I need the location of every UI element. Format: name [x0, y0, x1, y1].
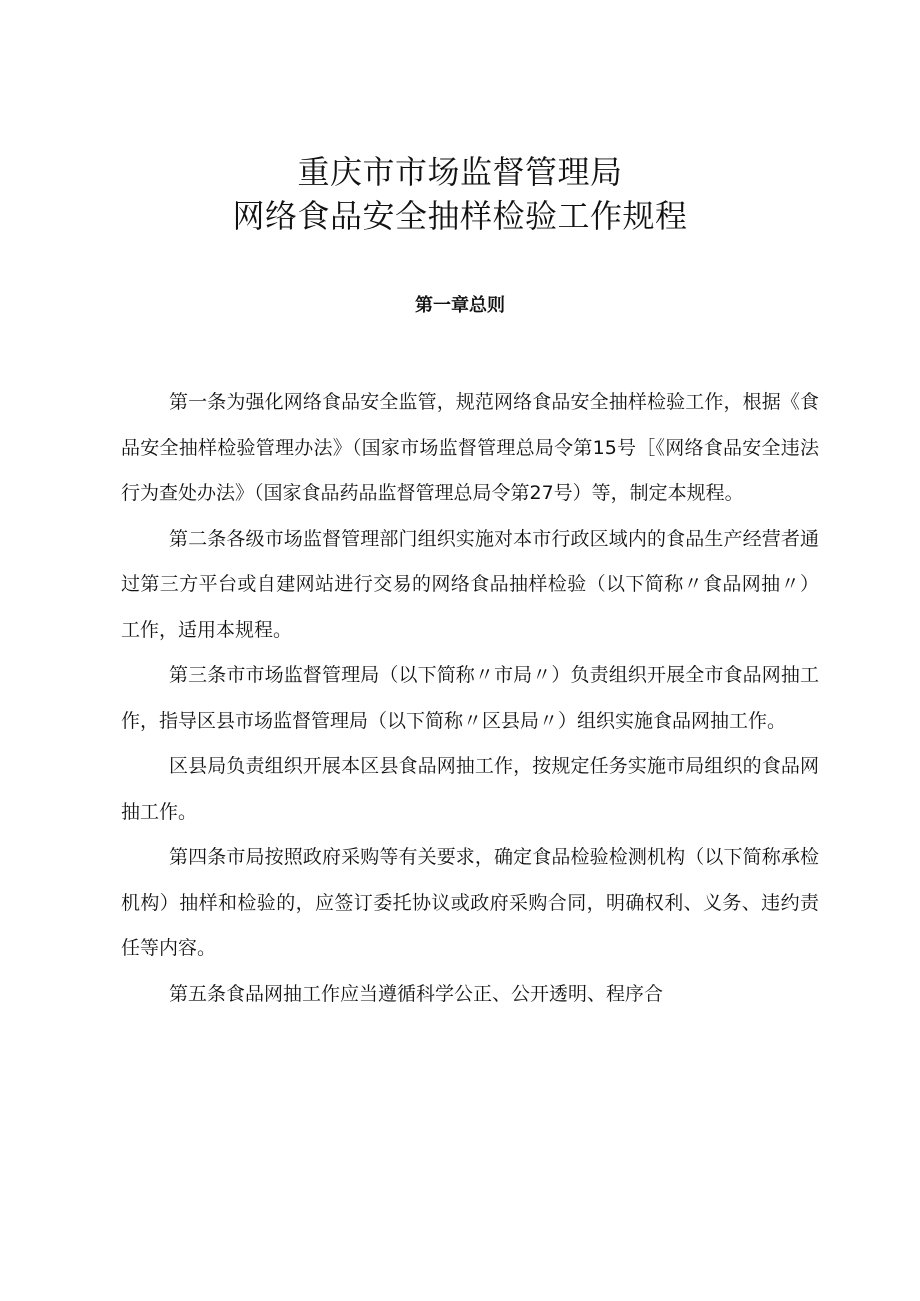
document-title-line-1: 重庆市市场监督管理局	[297, 153, 623, 191]
article-paragraph: 第一条为强化网络食品安全监管，规范网络食品安全抽样检验工作，根据《食品安全抽样检验管理办法》（国家市场监督管理总局令第15号［《网络食品安全违法行为查处办法》（国家食品药品监督管理总局令第27号）等，制定本规程。	[121, 391, 819, 504]
article-paragraph: 第三条市市场监督管理局（以下简称〃市局〃）负责组织开展全市食品网抽工作，指导区县市场监督管理局（以下简称〃区县局〃）组织实施食品网抽工作。	[121, 664, 819, 732]
article-paragraph: 区县局负责组织开展本区县食品网抽工作，按规定任务实施市局组织的食品网抽工作。	[121, 755, 819, 823]
chapter-heading: 第一章总则	[415, 295, 505, 316]
article-paragraph: 第四条市局按照政府采购等有关要求，确定食品检验检测机构（以下简称承检机构）抽样和检验的，应签订委托协议或政府采购合同，明确权利、义务、违约责任等内容。	[121, 846, 819, 959]
document-body	[121, 380, 819, 1017]
article-paragraph: 第五条食品网抽工作应当遵循科学公正、公开透明、程序合	[169, 982, 664, 1005]
document-title-line-2: 网络食品安全抽样检验工作规程	[232, 197, 688, 235]
article-paragraph: 第二条各级市场监督管理部门组织实施对本市行政区域内的食品生产经营者通过第三方平台或自建网站进行交易的网络食品抽样检验（以下简称〃食品网抽〃）工作，适用本规程。	[121, 527, 819, 641]
